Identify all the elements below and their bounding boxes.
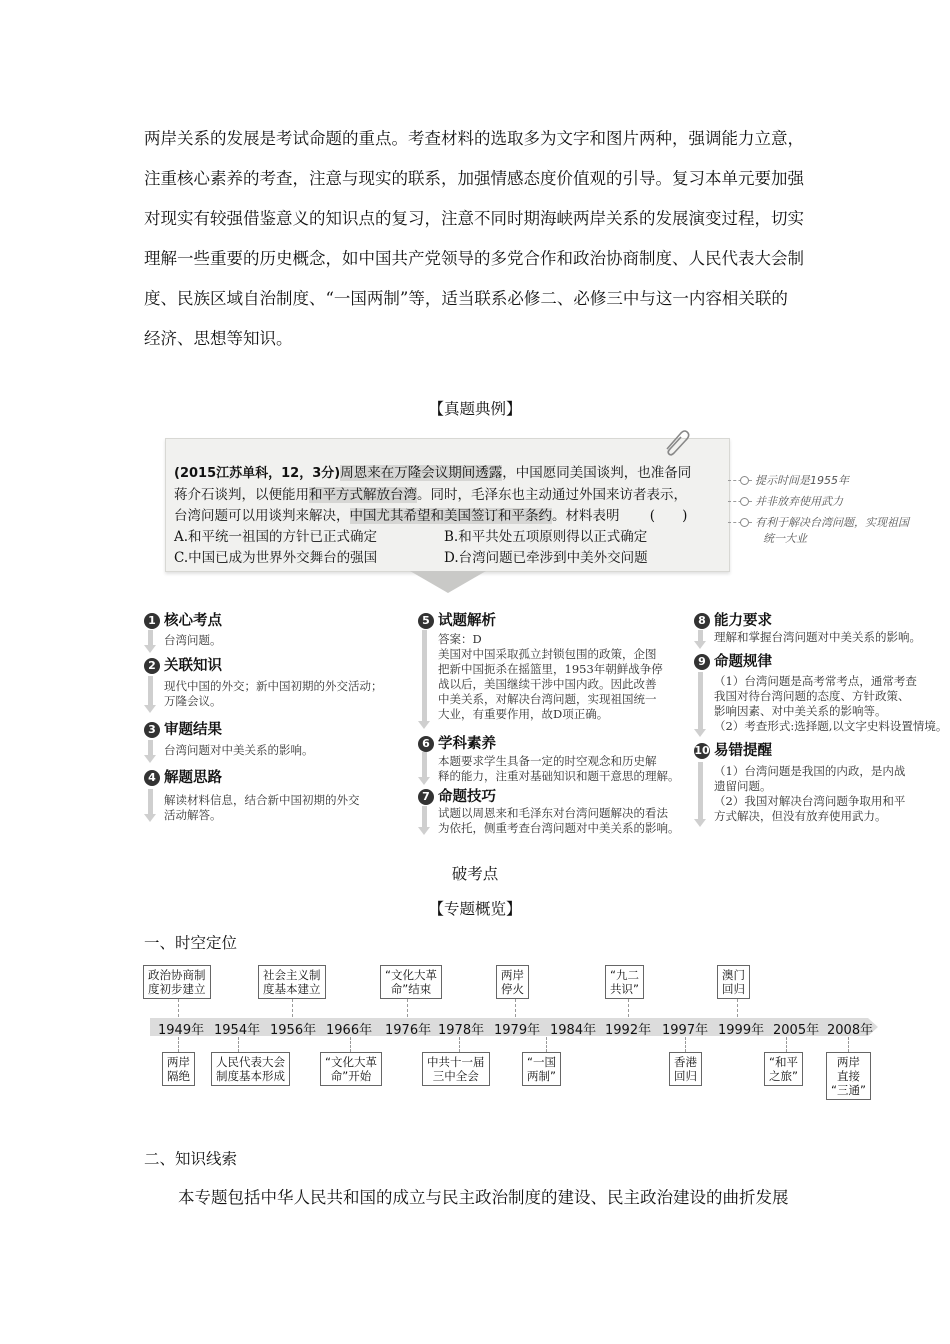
timeline-event: 两岸 停火 [496, 965, 529, 999]
timeline-year: 1949年 [158, 1023, 205, 1038]
timeline-year: 2005年 [773, 1023, 820, 1038]
number-badge: 2 [144, 658, 160, 674]
block-technique [418, 785, 496, 806]
timeline-event: 两岸 隔绝 [162, 1052, 195, 1086]
block-text: 解读材料信息，结合新中国初期的外交 活动解答。 [164, 793, 360, 822]
annotation-dot-icon [740, 476, 749, 485]
option-a: A.和平统一祖国的方针已正式确定 [174, 529, 378, 545]
timeline-event: 澳门 回归 [717, 965, 750, 999]
block-text: 台湾问题对中美关系的影响。 [164, 743, 314, 757]
block-review-result [144, 718, 222, 739]
question-line-1 [174, 461, 691, 481]
timeline-event: “九二 共识” [605, 965, 644, 999]
block-title: 关联知识 [164, 658, 222, 674]
intro-line: 两岸关系的发展是考试命题的重点。考查材料的选取多为文字和图片两种，强调能力立意， [144, 129, 804, 148]
option-b: B.和平共处五项原则得以正式确定 [444, 529, 648, 545]
annotation-dot-icon [740, 518, 749, 527]
timeline-event: 两岸 直接 “三通” [826, 1052, 871, 1100]
section-overview: 【专题概览】 [428, 900, 522, 918]
intro-paragraph [144, 119, 810, 359]
timeline-year: 1956年 [270, 1023, 317, 1038]
block-pattern [694, 650, 772, 671]
timeline-event: 社会主义制 度基本建立 [258, 965, 326, 999]
annotation-3-cont: 统一大业 [763, 532, 807, 545]
question-source: (2015江苏单科，12，3分) [174, 466, 341, 481]
block-literacy [418, 732, 496, 753]
block-title: 学科素养 [438, 736, 496, 752]
number-badge: 5 [418, 613, 434, 629]
timeline-year: 1966年 [326, 1023, 373, 1038]
block-core-point [144, 609, 222, 630]
block-title: 解题思路 [164, 770, 222, 786]
number-badge: 9 [694, 654, 710, 670]
annotation-dot-icon [740, 497, 749, 506]
highlight: 和平方式解放台湾 [309, 487, 417, 503]
block-title: 能力要求 [714, 613, 772, 629]
section-po: 破考点 [451, 865, 499, 883]
block-title: 易错提醒 [714, 743, 772, 759]
intro-line: 对现实有较强借鉴意义的知识点的复习，注意不同时期海峡两岸关系的发展演变过程，切实 [144, 209, 804, 228]
block-text: 现代中国的外交；新中国初期的外交活动； 万隆会议。 [164, 679, 383, 708]
timeline-year: 1997年 [662, 1023, 709, 1038]
question-card [165, 438, 730, 572]
timeline-event: “文化大革 命”开始 [320, 1052, 382, 1086]
block-analysis [418, 609, 496, 630]
timeline-year: 1999年 [718, 1023, 765, 1038]
answer-paren: ( ) [649, 508, 688, 524]
timeline-event: 政治协商制 度初步建立 [143, 965, 211, 999]
block-related-knowledge [144, 654, 222, 675]
question-text: 。材料表明 [552, 508, 620, 524]
down-arrow-icon [410, 571, 486, 593]
timeline-year: 2008年 [827, 1023, 874, 1038]
question-line-2 [174, 483, 687, 503]
timeline-year: 1954年 [214, 1023, 261, 1038]
intro-line: 经济、思想等知识。 [144, 329, 293, 348]
block-title: 命题技巧 [438, 789, 496, 805]
heading-knowledge-clues: 二、知识线索 [144, 1150, 238, 1168]
block-text: （1）台湾问题是我国的内政，是内战 遗留问题。 （2）我国对解决台湾问题争取用和平 方式解决，但没有放弃使用武力。 [714, 764, 906, 823]
number-badge: 3 [144, 722, 160, 738]
block-text: 本题要求学生具备一定的时空观念和历史解 释的能力，注重对基础知识和题干意思的理解。 [438, 754, 680, 783]
block-title: 命题规律 [714, 654, 772, 670]
annotation-2: 并非放弃使用武力 [755, 495, 843, 508]
question-line-3 [174, 504, 687, 524]
timeline-event: “文化大革 命”结束 [380, 965, 442, 999]
block-ability [694, 609, 772, 630]
paperclip-icon [661, 427, 691, 457]
question-text: 台湾问题可以用谈判来解决， [174, 508, 350, 524]
number-badge: 7 [418, 789, 434, 805]
heading-spacetime: 一、时空定位 [144, 934, 238, 952]
block-title: 核心考点 [164, 613, 222, 629]
block-text: 答案：D 美国对中国采取孤立封锁包围的政策，企图 把新中国扼杀在摇篮里，1953年朝鲜战争停 战以后，美国继续干涉中国内政。因此改善 中美关系，对解决台湾问题，实现祖国统一 大业，有重要作用，故D项正确。 [438, 632, 663, 721]
option-c: C.中国已成为世界外交舞台的强国 [174, 550, 378, 566]
annotation-1: 提示时间是1955年 [755, 474, 849, 487]
timeline-year: 1984年 [550, 1023, 597, 1038]
example-title: 【真题典例】 [428, 400, 522, 418]
highlight: 周恩来在万隆会议期间透露 [340, 465, 503, 481]
timeline-year: 1979年 [494, 1023, 541, 1038]
number-badge: 1 [144, 613, 160, 629]
block-text: 理解和掌握台湾问题对中美关系的影响。 [714, 630, 921, 644]
question-text: ，中国愿同美国谈判，也准备同 [502, 465, 692, 481]
block-solving-approach [144, 766, 222, 787]
block-mistakes [694, 739, 772, 760]
intro-line: 注重核心素养的考查，注意与现实的联系，加强情感态度价值观的引导。复习本单元要加强 [144, 169, 804, 188]
option-d: D.台湾问题已牵涉到中美外交问题 [444, 550, 648, 566]
question-text: 蒋介石谈判，以便能用 [174, 487, 309, 503]
number-badge: 10 [694, 744, 710, 757]
timeline-year: 1992年 [605, 1023, 652, 1038]
timeline-event: 中共十一届 三中全会 [422, 1052, 490, 1086]
block-text: （1）台湾问题是高考常考点，通常考查 我国对待台湾问题的态度、方针政策、 影响因素、对中美关系的影响等。 （2）考查形式:选择题,以文字史料设置情境。 [714, 674, 948, 733]
closing-paragraph: 本专题包括中华人民共和国的成立与民主政治制度的建设、民主政治建设的曲折发展 [178, 1188, 789, 1207]
block-title: 试题解析 [438, 613, 496, 629]
timeline-event: 人民代表大会 制度基本形成 [211, 1052, 290, 1086]
question-text: 。同时，毛泽东也主动通过外国来访者表示， [417, 487, 687, 503]
timeline-event: “一国 两制” [522, 1052, 561, 1086]
number-badge: 6 [418, 736, 434, 752]
number-badge: 4 [144, 770, 160, 786]
block-title: 审题结果 [164, 722, 222, 738]
highlight: 中国尤其希望和美国签订和平条约 [349, 508, 552, 524]
annotation-3: 有利于解决台湾问题，实现祖国 [755, 516, 909, 529]
timeline-event: “和平 之旅” [764, 1052, 803, 1086]
intro-line: 理解一些重要的历史概念，如中国共产党领导的多党合作和政治协商制度、人民代表大会制 [144, 249, 804, 268]
block-text: 试题以周恩来和毛泽东对台湾问题解决的看法 为依托，侧重考查台湾问题对中美关系的影响。 [438, 806, 680, 835]
timeline-year: 1976年 [385, 1023, 432, 1038]
intro-line: 度、民族区域自治制度、“一国两制”等，适当联系必修二、必修三中与这一内容相关联的 [144, 289, 788, 308]
timeline-event: 香港 回归 [669, 1052, 702, 1086]
timeline-year: 1978年 [438, 1023, 485, 1038]
number-badge: 8 [694, 613, 710, 629]
block-text: 台湾问题。 [164, 633, 222, 647]
